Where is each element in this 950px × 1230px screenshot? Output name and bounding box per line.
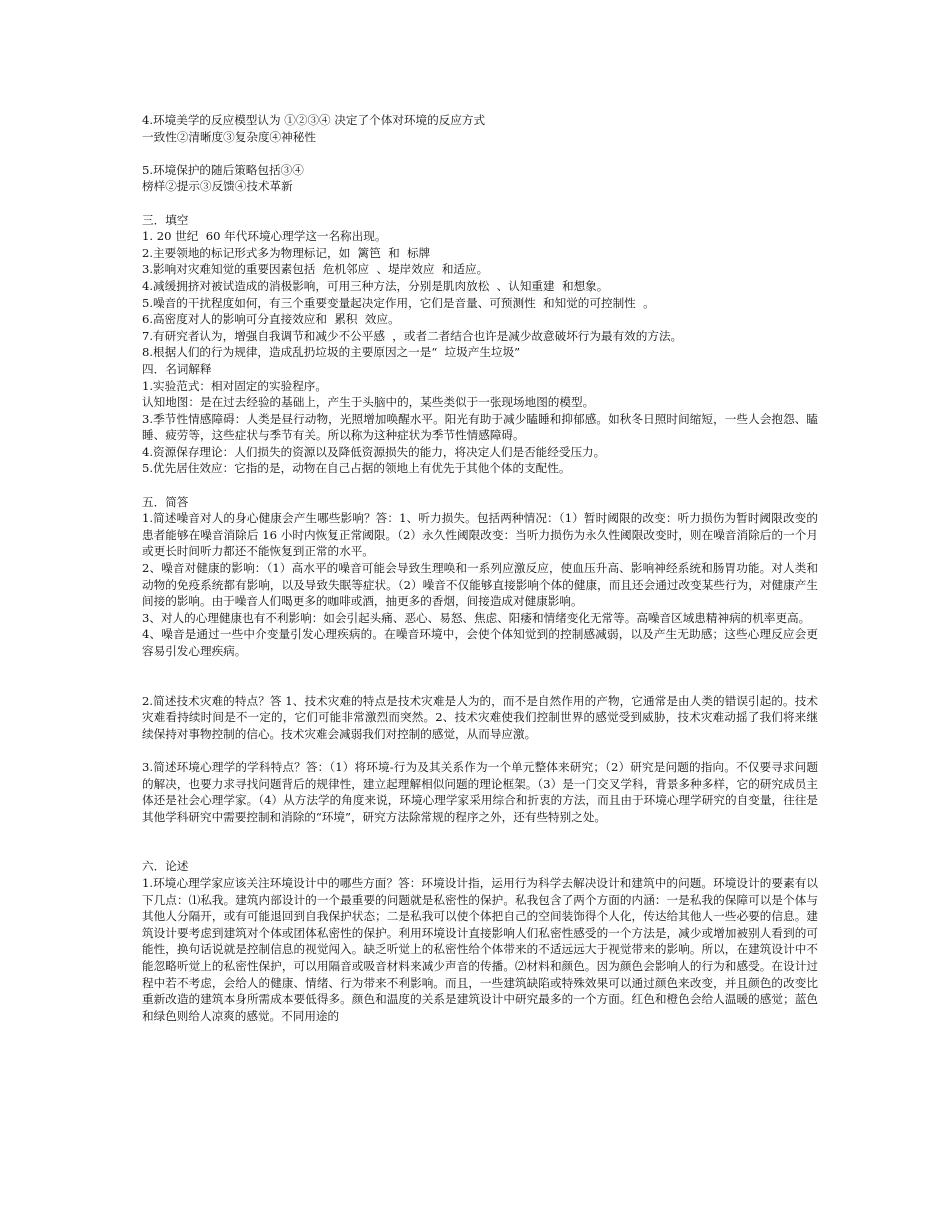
section-heading-short: 五．简答 — [142, 494, 189, 509]
fill-item: 7.有研究者认为，增强自我调节和减少不公平感 ，或者二者结合也许是减少故意破坏行为最有效的方法。 — [142, 328, 683, 343]
fill-item: 4.减缓拥挤对被试造成的消极影响，可用三种方法，分别是肌肉放松 、认知重建 和想象。 — [142, 278, 609, 293]
term-item: 认知地图：是在过去经验的基础上，产生于头脑中的，某些类似于一张现场地图的模型。 — [142, 395, 595, 410]
section-heading-essay: 六．论述 — [142, 859, 189, 874]
short-answer-section — [142, 494, 818, 826]
section-heading-fill: 三．填空 — [142, 212, 189, 227]
question-5-stem: 5.环境保护的随后策略包括③④ — [142, 162, 304, 177]
short-answer-paragraph: 2、噪音对健康的影响：（1）高水平的噪音可能会导致生理唤和一系列应激反应，使血压升高、影响神经系统和肠胃功能。对人类和动物的免疫系统都有影响，以及导致失眠等症状。（2）噪音不仅能够直接影响个体的健康，而且还会通过改变某些行为，对健康产生间接的影响。由于噪音人们喝更多的咖啡或酒，抽更多的香烟，间接造成对健康影响。 — [142, 561, 818, 609]
short-answer-paragraph: 3、对人的心理健康也有不利影响：如会引起头痛、恶心、易怒、焦虑、阳痿和情绪变化无常等。高噪音区域患精神病的机率更高。 — [142, 610, 811, 625]
question-5-options: 榜样②提示③反馈④技术革新 — [142, 179, 293, 194]
fill-item: 2.主要领地的标记形式多为物理标记，如 篱笆 和 标牌 — [142, 245, 431, 260]
short-answer-paragraph: 3.简述环境心理学的学科特点？答：（1）将环境-行为及其关系作为一个单元整体来研究；（2）研究是问题的指向。不仅要寻求问题的解决，也要力求寻找问题背后的规律性，建立起理解相似问题的理论框架。（3）是一门交叉学科，背景多种多样，它的研究成员主体还是社会心理学家。（4）从方法学的角度来说，环境心理学家采用综合和折衷的方法，而且由于环境心理学研究的自变量，往往是其他学科研究中需要控制和消除的“环境”，研究方法除常规的程序之外，还有些特别之处。 — [142, 759, 818, 824]
fill-item: 3.影响对灾难知觉的重要因素包括 危机邻应 、堤岸效应 和适应。 — [142, 262, 489, 277]
short-answer-paragraph: 4、噪音是通过一些中介变量引发心理疾病的。在噪音环境中，会使个体知觉到的控制感减弱，以及产生无助感；这些心理反应会更容易引发心理疾病。 — [142, 627, 818, 658]
question-4-options: 一致性②清晰度③复杂度④神秘性 — [142, 129, 316, 144]
fill-item: 1. 20 世纪 60 年代环境心理学这一名称出现。 — [142, 229, 387, 244]
mc-section — [142, 112, 818, 195]
fill-item: 5.噪音的干扰程度如何，有三个重要变量起决定作用，它们是音量、可预测性 和知觉的可控制性 。 — [142, 295, 655, 310]
term-item: 3.季节性情感障碍：人类是昼行动物，光照增加唤醒水平。阳光有助于减少瞌睡和抑郁感。如秋冬日照时间缩短，一些人会抱怨、瞌睡、疲劳等，这些症状与季节有关。所以称为这种症状为季节性情感障碍。 — [142, 411, 818, 443]
term-item: 4.资源保存理论：人们损失的资源以及降低资源损失的能力，将决定人们是否能经受压力。 — [142, 444, 606, 459]
short-answer-paragraph: 1.简述噪音对人的身心健康会产生哪些影响？答：1、听力损失。包括两种情况：（1）暂时阈限的改变：听力损伤为暂时阈限改变的患者能够在噪音消除后 16 小时内恢复正常阈限。（2）永久性阈限改变：当听力损伤为永久性阈限改变时，则在噪音消除后的一个月或更长时间听力都还不能恢复到正常的水平。 — [142, 511, 818, 559]
essay-paragraph: 1.环境心理学家应该关注环境设计中的哪些方面？答：环境设计指，运用行为科学去解决设计和建筑中的问题。环境设计的要素有以下几点：⑴私我。建筑内部设计的一个最重要的问题就是私密性的保护。私我包含了两个方面的内涵：一是私我的保障可以是个体与其他人分隔开，或有可能退回到自我保护状态；二是私我可以使个体把自己的空间装饰得个人化，传达给其他人一些必要的信息。建筑设计要考虑到建筑对个体或团体私密性的保护。利用环境设计直接影响人们私密性感受的一个方法是，减少或增加被别人看到的可能性，换句话说就是控制信息的视觉闯入。缺乏听觉上的私密性给个体带来的不适远远大于视觉带来的影响。所以，在建筑设计中不能忽略听觉上的私密性保护，可以用隔音或吸音材料来减少声音的传播。⑵材料和颜色。因为颜色会影响人的行为和感受。在设计过程中若不考虑，会给人的健康、情绪、行为带来不利影响。而且，一些建筑缺陷或特殊效果可以通过颜色来改变，并且颜色的改变比重新改造的建筑本身所需成本要低得多。颜色和温度的关系是建筑设计中研究最多的一个方面。红色和橙色会给人温暖的感觉；蓝色和绿色则给人凉爽的感觉。不同用途的 — [142, 875, 818, 1023]
term-item: 1.实验范式：相对固定的实验程序。 — [142, 378, 327, 393]
terms-section — [142, 361, 818, 477]
essay-section — [142, 858, 818, 1024]
fill-item: 8.根据人们的行为规律，造成乱扔垃圾的主要原因之一是“ 垃圾产生垃圾” — [142, 345, 521, 360]
question-4-stem: 4.环境美学的反应模型认为 ①②③④ 决定了个体对环境的反应方式 — [142, 113, 486, 127]
short-answer-paragraph: 2.简述技术灾难的特点？答 1、技术灾难的特点是技术灾难是人为的，而不是自然作用的产物，它通常是由人类的错误引起的。技术灾难看持续时间是不一定的，它们可能非常激烈而突然。2、技术灾难使我们控制世界的感觉受到威胁，技术灾难动摇了我们将来继续保持对事物控制的信心。技术灾难会减弱我们对控制的感觉，从而导应激。 — [142, 693, 818, 741]
section-heading-terms: 四．名词解释 — [142, 361, 212, 376]
fill-item: 6.高密度对人的影响可分直接效应和 累积 效应。 — [142, 312, 400, 327]
document-page — [142, 112, 818, 1024]
term-item: 5.优先居住效应：它指的是，动物在自己占据的领地上有优先于其他个体的支配性。 — [142, 461, 571, 476]
fill-in-section — [142, 212, 818, 361]
